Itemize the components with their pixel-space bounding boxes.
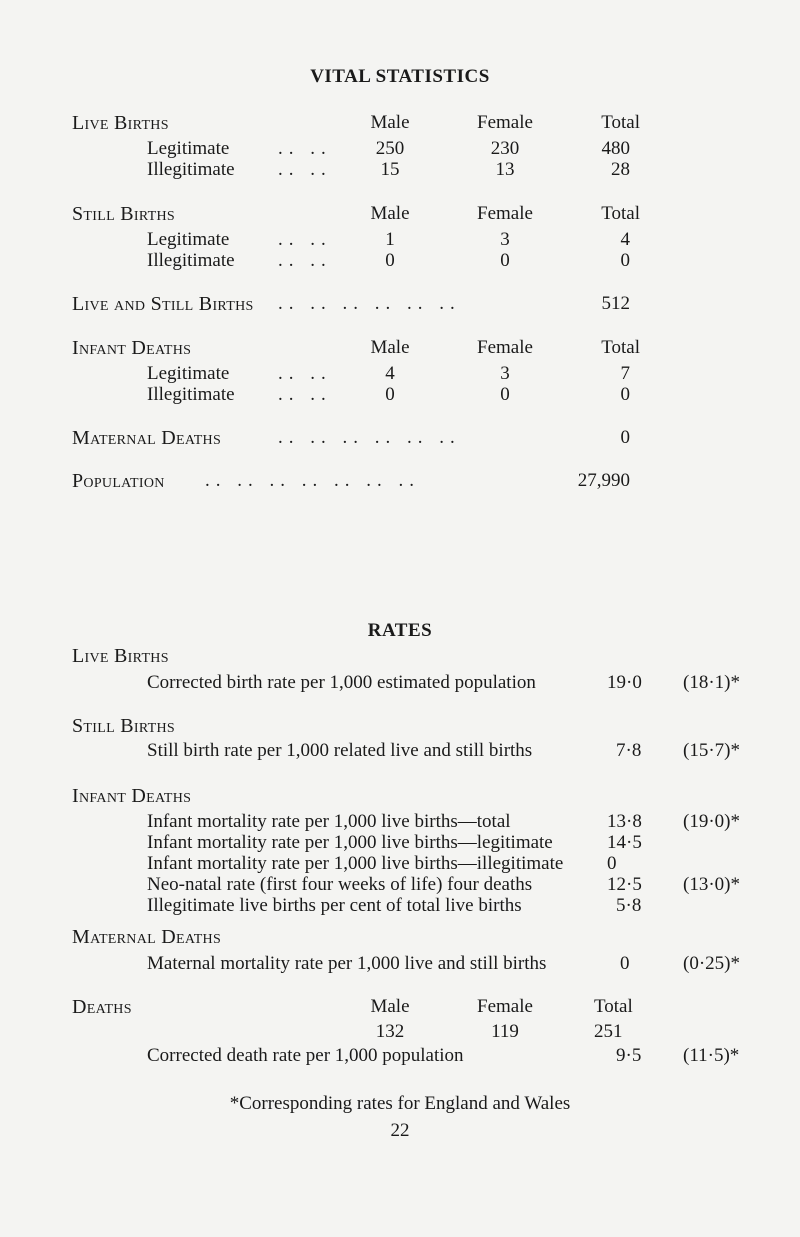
female-value: 0 bbox=[500, 250, 510, 271]
deaths-heading: Deaths bbox=[72, 996, 132, 1018]
rate-value: 13·8 bbox=[607, 811, 642, 832]
rate-value: 0 bbox=[620, 953, 630, 974]
footnote: *Corresponding rates for England and Wales bbox=[229, 1093, 571, 1114]
rate-text: Infant mortality rate per 1,000 live births—illegitimate bbox=[147, 853, 564, 874]
total-value: 28 bbox=[611, 159, 630, 180]
population-heading: Population bbox=[72, 470, 165, 492]
page-title: VITAL STATISTICS bbox=[310, 66, 490, 87]
rate-england-wales: (15·7)* bbox=[683, 740, 740, 761]
female-value: 13 bbox=[495, 159, 515, 180]
total-value: 0 bbox=[620, 384, 630, 405]
rate-text: Illegitimate live births per cent of total live births bbox=[147, 895, 522, 916]
total-value: 0 bbox=[620, 250, 630, 271]
total-value: 480 bbox=[601, 138, 630, 159]
row-label: Illegitimate bbox=[147, 159, 235, 180]
female-value: 3 bbox=[500, 229, 510, 250]
rate-value: 0 bbox=[607, 853, 617, 874]
infant-deaths-col-female: Female bbox=[477, 337, 533, 358]
male-value: 250 bbox=[375, 138, 405, 159]
row-label: Illegitimate bbox=[147, 384, 235, 405]
rates-still-births-heading: Still Births bbox=[72, 715, 175, 737]
rate-value: 9·5 bbox=[616, 1045, 642, 1066]
still-births-col-male: Male bbox=[370, 203, 410, 224]
rate-value: 19·0 bbox=[607, 672, 642, 693]
rate-england-wales: (11·5)* bbox=[683, 1045, 740, 1066]
male-value: 1 bbox=[385, 229, 395, 250]
infant-deaths-heading: Infant Deaths bbox=[72, 337, 192, 359]
deaths-total-value: 251 bbox=[594, 1021, 623, 1042]
rate-value: 12·5 bbox=[607, 874, 642, 895]
female-value: 230 bbox=[490, 138, 520, 159]
row-label: Legitimate bbox=[147, 363, 230, 384]
still-births-col-female: Female bbox=[477, 203, 533, 224]
leader-dots: .. .. bbox=[278, 229, 332, 250]
maternal-deaths-value: 0 bbox=[620, 427, 630, 448]
deaths-col-female: Female bbox=[477, 996, 533, 1017]
female-value: 0 bbox=[500, 384, 510, 405]
rates-live-births-heading: Live Births bbox=[72, 645, 169, 667]
leader-dots: .. .. .. .. .. .. bbox=[278, 293, 461, 314]
infant-deaths-col-total: Total bbox=[601, 337, 640, 358]
leader-dots: .. .. bbox=[278, 159, 332, 180]
rate-england-wales: (19·0)* bbox=[683, 811, 740, 832]
live-births-col-male: Male bbox=[370, 112, 410, 133]
live-births-col-total: Total bbox=[601, 112, 640, 133]
rates-infant-deaths-heading: Infant Deaths bbox=[72, 785, 192, 807]
female-value: 3 bbox=[500, 363, 510, 384]
still-births-col-total: Total bbox=[601, 203, 640, 224]
rate-text: Neo-natal rate (first four weeks of life) four deaths bbox=[147, 874, 533, 895]
deaths-col-total: Total bbox=[594, 996, 633, 1017]
leader-dots: .. .. .. .. .. .. bbox=[278, 427, 461, 448]
deaths-col-male: Male bbox=[370, 996, 410, 1017]
rate-england-wales: (0·25)* bbox=[683, 953, 740, 974]
leader-dots: .. .. .. .. .. .. .. bbox=[205, 470, 420, 491]
total-value: 4 bbox=[620, 229, 630, 250]
rate-text: Maternal mortality rate per 1,000 live and still births bbox=[147, 953, 547, 974]
live-and-still-value: 512 bbox=[601, 293, 630, 314]
deaths-male-value: 132 bbox=[375, 1021, 405, 1042]
rate-text: Infant mortality rate per 1,000 live births—total bbox=[147, 811, 511, 832]
rate-text: Still birth rate per 1,000 related live and still births bbox=[147, 740, 533, 761]
rate-value: 5·8 bbox=[616, 895, 642, 916]
infant-deaths-col-male: Male bbox=[370, 337, 410, 358]
male-value: 0 bbox=[385, 250, 395, 271]
male-value: 15 bbox=[380, 159, 400, 180]
leader-dots: .. .. bbox=[278, 138, 332, 159]
rate-value: 7·8 bbox=[616, 740, 642, 761]
total-value: 7 bbox=[620, 363, 630, 384]
rates-maternal-deaths-heading: Maternal Deaths bbox=[72, 926, 222, 948]
live-births-heading: Live Births bbox=[72, 112, 169, 134]
rate-text: Corrected death rate per 1,000 population bbox=[147, 1045, 464, 1066]
row-label: Legitimate bbox=[147, 138, 230, 159]
rate-text: Infant mortality rate per 1,000 live births—legitimate bbox=[147, 832, 553, 853]
population-value: 27,990 bbox=[577, 470, 630, 491]
deaths-female-value: 119 bbox=[491, 1021, 519, 1042]
row-label: Legitimate bbox=[147, 229, 230, 250]
rate-england-wales: (13·0)* bbox=[683, 874, 740, 895]
live-and-still-heading: Live and Still Births bbox=[72, 293, 254, 315]
row-label: Illegitimate bbox=[147, 250, 235, 271]
live-births-col-female: Female bbox=[477, 112, 533, 133]
rate-value: 14·5 bbox=[607, 832, 642, 853]
rates-title: RATES bbox=[367, 620, 433, 641]
rate-england-wales: (18·1)* bbox=[683, 672, 740, 693]
leader-dots: .. .. bbox=[278, 250, 332, 271]
rate-text: Corrected birth rate per 1,000 estimated population bbox=[147, 672, 536, 693]
leader-dots: .. .. bbox=[278, 363, 332, 384]
still-births-heading: Still Births bbox=[72, 203, 175, 225]
leader-dots: .. .. bbox=[278, 384, 332, 405]
male-value: 0 bbox=[385, 384, 395, 405]
page-number: 22 bbox=[390, 1120, 410, 1141]
maternal-deaths-heading: Maternal Deaths bbox=[72, 427, 222, 449]
male-value: 4 bbox=[385, 363, 395, 384]
